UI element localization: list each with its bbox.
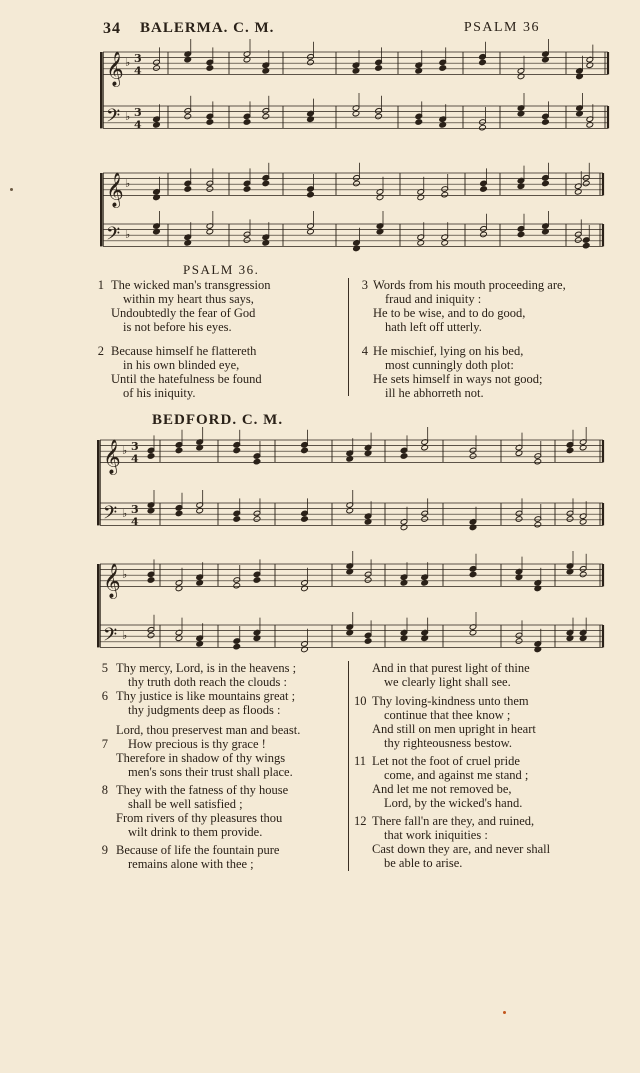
meter-bottom: 4 xyxy=(134,64,142,78)
verse-line: And let me not removed be, xyxy=(372,782,512,796)
note-head xyxy=(515,638,523,645)
note-head xyxy=(375,65,383,72)
verse-line: He to be wise, and to do good, xyxy=(373,306,526,320)
note-head xyxy=(147,453,155,460)
note-head xyxy=(375,113,383,120)
bass-clef: 𝄢 xyxy=(103,624,118,650)
note-head xyxy=(579,571,587,578)
verse-line: that work iniquities : xyxy=(384,828,488,842)
verse-line: Thy mercy, Lord, is in the heavens ; xyxy=(116,661,297,675)
note-head xyxy=(469,571,477,578)
verse-number: 11 xyxy=(354,754,367,768)
verse-line: How precious is thy grace ! xyxy=(128,737,266,751)
verse-line: in his own blinded eye, xyxy=(123,358,240,372)
verse-line: most cunningly doth plot: xyxy=(385,358,514,372)
verse-line: From rivers of thy pleasures thou xyxy=(116,811,283,825)
note-head xyxy=(479,59,487,66)
flat-sign: ♭ xyxy=(125,177,131,191)
note-head xyxy=(517,231,525,238)
verse-line: Thy loving-kindness unto them xyxy=(372,694,529,708)
note-head xyxy=(353,180,361,187)
note-head xyxy=(566,447,574,454)
verse-number: 9 xyxy=(101,843,108,857)
bass-clef: 𝄢 xyxy=(106,223,121,249)
psalm-verses-right xyxy=(360,278,610,403)
note-head xyxy=(480,231,488,238)
verse-number: 7 xyxy=(101,737,108,751)
note-head xyxy=(582,180,590,187)
verse-line: thy righteousness bestow. xyxy=(384,736,512,750)
meter-top: 3 xyxy=(131,440,139,454)
verse-line: of his iniquity. xyxy=(123,386,196,400)
verse-line: thy judgments deep as floods : xyxy=(128,703,281,717)
treble-clef: 𝄞 xyxy=(103,439,121,475)
note-head xyxy=(480,186,488,193)
note-head xyxy=(307,191,315,198)
column-divider xyxy=(348,278,349,396)
flat-sign: ♭ xyxy=(125,228,131,242)
verse-line: ill he abhorreth not. xyxy=(385,386,484,400)
tune-title-balerma: BALERMA. C. M. xyxy=(140,20,275,36)
verse-line: shall be well satisfied ; xyxy=(128,797,243,811)
flat-sign: ♭ xyxy=(122,629,128,643)
note-head xyxy=(400,453,408,460)
treble-clef: 𝄞 xyxy=(106,51,124,87)
meter-bottom: 4 xyxy=(131,452,139,466)
flat-sign: ♭ xyxy=(122,507,128,521)
note-head xyxy=(253,458,261,465)
flat-sign: ♭ xyxy=(122,444,128,458)
bass-clef: 𝄢 xyxy=(103,502,118,528)
verse-line: hath left off utterly. xyxy=(385,320,482,334)
verse-number: 6 xyxy=(101,689,108,703)
note-head xyxy=(253,516,261,523)
flat-sign: ♭ xyxy=(122,568,128,582)
note-head xyxy=(206,65,214,72)
verse-line: Cast down they are, and never shall xyxy=(372,842,551,856)
meter-top: 3 xyxy=(134,106,142,120)
verse-line: Until the hatefulness be found xyxy=(111,372,262,386)
flat-sign: ♭ xyxy=(125,56,131,70)
note-head xyxy=(542,180,550,187)
note-head xyxy=(233,643,241,650)
note-head xyxy=(243,186,251,193)
note-head xyxy=(574,237,582,244)
meter-bottom: 4 xyxy=(134,118,142,132)
note-head xyxy=(262,113,270,120)
note-head xyxy=(301,516,309,523)
note-head xyxy=(233,582,241,589)
note-head xyxy=(479,124,487,131)
note-head xyxy=(301,447,309,454)
paper-speck xyxy=(503,1011,506,1014)
verse-line: He sets himself in ways not good; xyxy=(373,372,543,386)
verse-line: There fall'n are they, and ruined, xyxy=(372,814,535,828)
column-divider xyxy=(348,661,349,871)
note-head xyxy=(147,577,155,584)
verse-line: The wicked man's transgression xyxy=(111,278,271,292)
note-head xyxy=(175,447,183,454)
meter-bottom: 4 xyxy=(131,515,139,529)
verse-line: Because himself he flattereth xyxy=(111,344,257,358)
note-head xyxy=(307,59,315,66)
flat-sign: ♭ xyxy=(125,110,131,124)
verse-line: come, and against me stand ; xyxy=(384,768,529,782)
verse-line: Words from his mouth proceeding are, xyxy=(373,278,566,292)
verse-line: men's sons their trust shall place. xyxy=(128,765,293,779)
verse-number: 1 xyxy=(97,278,104,292)
note-head xyxy=(566,516,574,523)
note-head xyxy=(206,119,214,126)
psalm-heading: PSALM 36. xyxy=(183,262,260,277)
note-head xyxy=(262,180,270,187)
meter-top: 3 xyxy=(131,503,139,517)
verse-line: thy truth doth reach the clouds : xyxy=(128,675,287,689)
note-head xyxy=(206,186,214,193)
verse-line: And still on men upright in heart xyxy=(372,722,536,736)
note-head xyxy=(582,242,590,249)
verse-number: 2 xyxy=(97,344,104,358)
note-head xyxy=(515,516,523,523)
verse-line: is not before his eyes. xyxy=(123,320,232,334)
note-head xyxy=(184,113,192,120)
verse-number: 4 xyxy=(361,344,368,358)
note-head xyxy=(153,65,161,72)
verse-number: 3 xyxy=(361,278,368,292)
page-number: 34 xyxy=(103,20,121,37)
bass-clef: 𝄢 xyxy=(106,105,121,131)
verse-line: Lord, thou preservest man and beast. xyxy=(116,723,301,737)
note-head xyxy=(233,447,241,454)
note-head xyxy=(184,186,192,193)
treble-clef: 𝄞 xyxy=(106,172,124,208)
paper-speck xyxy=(10,188,13,191)
note-head xyxy=(243,119,251,126)
treble-clef: 𝄞 xyxy=(103,563,121,599)
note-head xyxy=(175,510,183,517)
note-head xyxy=(542,119,550,126)
note-head xyxy=(421,516,429,523)
stanzas-right xyxy=(354,661,614,871)
note-head xyxy=(253,577,261,584)
verse-line: Lord, by the wicked's hand. xyxy=(384,796,523,810)
verse-line: fraud and iniquity : xyxy=(385,292,482,306)
verse-line: Undoubtedly the fear of God xyxy=(111,306,256,320)
note-head xyxy=(415,119,423,126)
note-head xyxy=(469,453,477,460)
verse-line: within my heart thus says, xyxy=(123,292,254,306)
note-head xyxy=(233,516,241,523)
note-head xyxy=(364,638,372,645)
verse-number: 5 xyxy=(101,661,108,675)
note-head xyxy=(534,521,542,528)
verse-line: we clearly light shall see. xyxy=(384,675,511,689)
meter-top: 3 xyxy=(134,52,142,66)
verse-line: remains alone with thee ; xyxy=(128,857,254,871)
verse-line: They with the fatness of thy house xyxy=(116,783,289,797)
verse-number: 10 xyxy=(354,694,367,708)
running-head: PSALM 36 xyxy=(463,20,540,35)
verse-number: 12 xyxy=(354,814,367,828)
verse-line: Let not the foot of cruel pride xyxy=(372,754,520,768)
verse-line: He mischief, lying on his bed, xyxy=(373,344,524,358)
verse-line: be able to arise. xyxy=(384,856,463,870)
verse-line: Thy justice is like mountains great ; xyxy=(116,689,296,703)
tune-title-bedford: BEDFORD. C. M. xyxy=(152,412,284,428)
note-head xyxy=(441,191,449,198)
stanzas-left xyxy=(100,661,348,871)
psalm-verses-left xyxy=(96,278,346,403)
note-head xyxy=(364,577,372,584)
verse-line: continue that thee know ; xyxy=(384,708,511,722)
verse-line: And in that purest light of thine xyxy=(372,661,530,675)
note-head xyxy=(147,632,155,639)
note-head xyxy=(243,237,251,244)
note-head xyxy=(439,65,447,72)
verse-number: 8 xyxy=(101,783,108,797)
verse-line: Because of life the fountain pure xyxy=(116,843,280,857)
note-head xyxy=(534,458,542,465)
verse-line: Therefore in shadow of thy wings xyxy=(116,751,286,765)
verse-line: wilt drink to them provide. xyxy=(128,825,263,839)
